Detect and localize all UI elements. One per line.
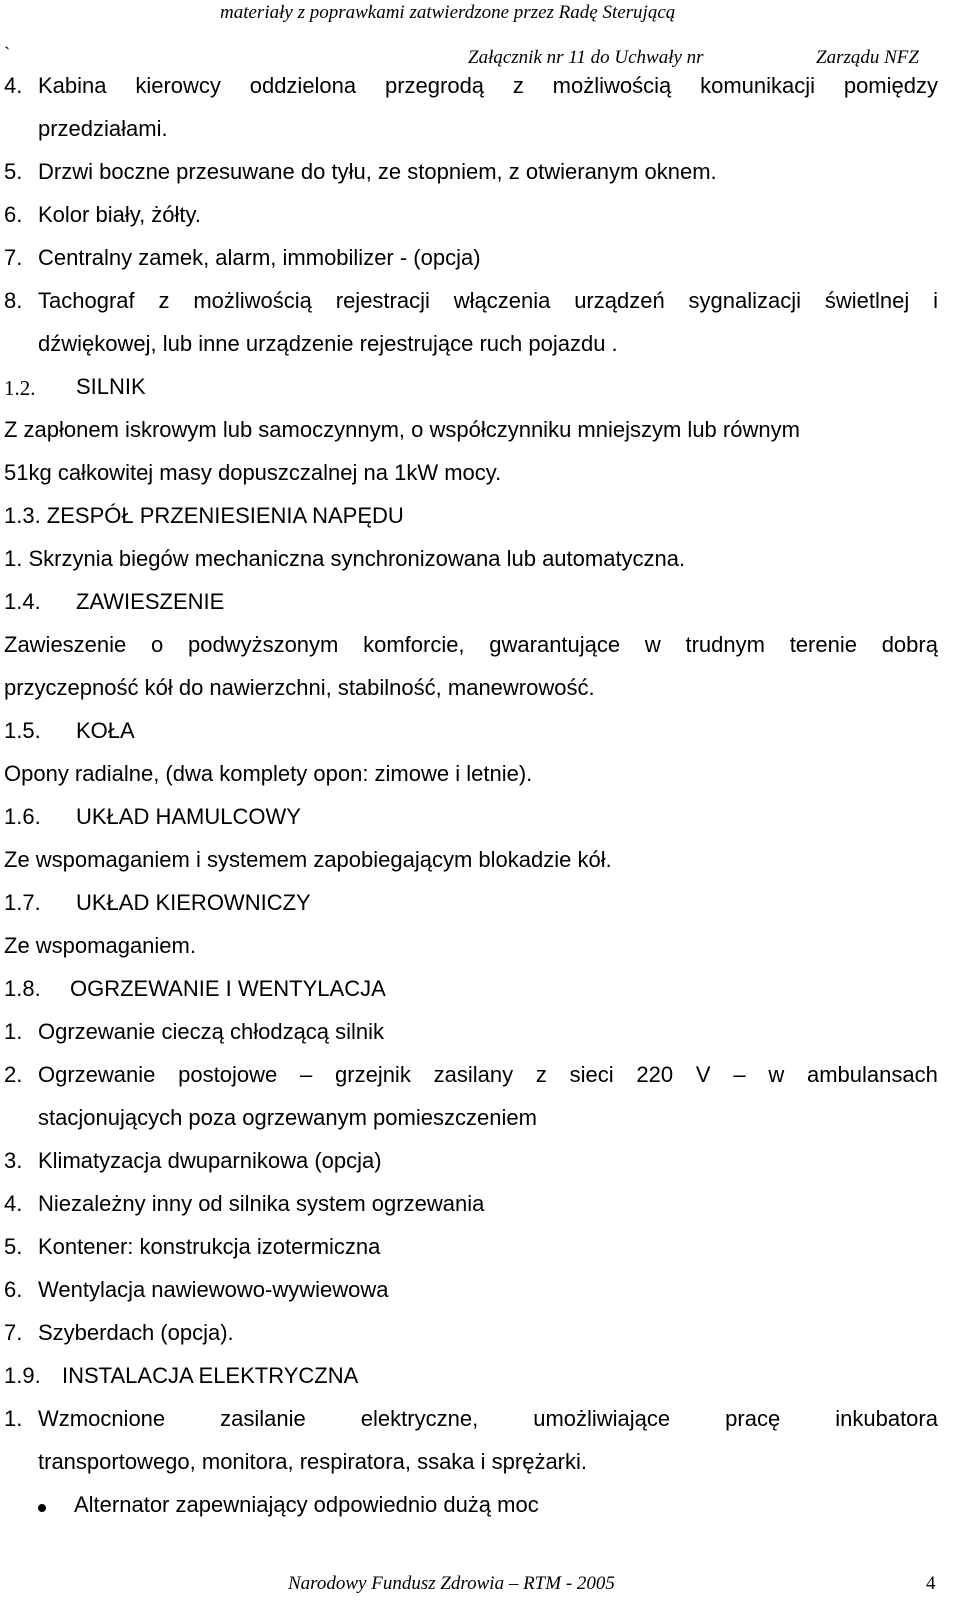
paragraph-line: Ze wspomaganiem.: [4, 933, 196, 958]
word: pracę: [725, 1406, 781, 1431]
word: 220: [636, 1062, 674, 1087]
word: sieci: [569, 1062, 614, 1087]
section-number: 1.9.: [4, 1363, 41, 1388]
word: –: [733, 1062, 746, 1087]
word: terenie: [789, 632, 857, 657]
list-number: 4.: [4, 73, 23, 98]
list-item-text: Kolor biały, żółty.: [38, 202, 202, 227]
section-number: 1.5.: [4, 718, 41, 743]
word: oddzielona: [249, 73, 357, 98]
footer-organization: Narodowy Fundusz Zdrowia – RTM - 2005: [288, 1573, 615, 1594]
word: Wzmocnione: [38, 1406, 166, 1431]
header-attachment: Załącznik nr 11 do Uchwały nr: [468, 47, 704, 68]
section-title: SILNIK: [76, 374, 146, 399]
list-number: 7.: [4, 245, 23, 270]
word: o: [151, 632, 164, 657]
list-item-text: Niezależny inny od silnika system ogrzewania: [38, 1191, 485, 1216]
word: komunikacji: [700, 73, 816, 98]
list-item-continuation: przedziałami.: [38, 116, 168, 141]
list-item-justified: [38, 1062, 938, 1088]
section-title: UKŁAD KIEROWNICZY: [76, 890, 311, 915]
word: Tachograf: [38, 288, 135, 313]
header-board: Zarządu NFZ: [816, 47, 919, 68]
section-title: OGRZEWANIE I WENTYLACJA: [70, 976, 386, 1001]
header-backtick: `: [4, 44, 11, 65]
list-item-text: Wentylacja nawiewowo-wywiewowa: [38, 1277, 389, 1302]
paragraph-line: Opony radialne, (dwa komplety opon: zimowe i letnie).: [4, 761, 533, 786]
list-item-justified: [38, 73, 938, 99]
list-number: 6.: [4, 1277, 23, 1302]
list-number: 6.: [4, 202, 23, 227]
list-number: 1.: [4, 1019, 23, 1044]
word: Ogrzewanie: [38, 1062, 156, 1087]
word: zasilany: [433, 1062, 514, 1087]
paragraph-justified: [4, 632, 938, 658]
word: sygnalizacji: [688, 288, 802, 313]
list-item-text: Centralny zamek, alarm, immobilizer - (opcja): [38, 245, 481, 270]
header-top-line: materiały z poprawkami zatwierdzone przez Radę Sterującą: [220, 2, 676, 23]
word: grzejnik: [335, 1062, 411, 1087]
word: w: [768, 1062, 785, 1087]
list-item-continuation: transportowego, monitora, respiratora, ssaka i sprężarki.: [38, 1449, 588, 1474]
list-item-text: 1. Skrzynia biegów mechaniczna synchronizowana lub automatyczna.: [4, 546, 686, 571]
page-number: 4: [926, 1573, 936, 1594]
word: z: [535, 1062, 547, 1087]
paragraph-line: przyczepność kół do nawierzchni, stabilność, manewrowość.: [4, 675, 595, 700]
list-number: 3.: [4, 1148, 23, 1173]
list-item-text: Ogrzewanie cieczą chłodzącą silnik: [38, 1019, 385, 1044]
section-title: ZAWIESZENIE: [76, 589, 225, 614]
bullet-icon: [38, 1504, 46, 1512]
section-number: 1.8.: [4, 976, 41, 1001]
word: możliwością: [552, 73, 672, 98]
section-title: UKŁAD HAMULCOWY: [76, 804, 301, 829]
word: kierowcy: [135, 73, 221, 98]
word: gwarantujące: [489, 632, 621, 657]
section-number: 1.4.: [4, 589, 41, 614]
section-title: 1.3. ZESPÓŁ PRZENIESIENIA NAPĘDU: [4, 503, 404, 528]
list-number: 7.: [4, 1320, 23, 1345]
section-title: KOŁA: [76, 718, 135, 743]
list-item-text: Kontener: konstrukcja izotermiczna: [38, 1234, 381, 1259]
word: możliwością: [193, 288, 312, 313]
list-number: 1.: [4, 1406, 23, 1431]
word: elektryczne,: [360, 1406, 479, 1431]
paragraph-line: Z zapłonem iskrowym lub samoczynnym, o współczynniku mniejszym lub równym: [4, 417, 800, 442]
word: komforcie,: [363, 632, 465, 657]
word: z: [158, 288, 170, 313]
bullet-item-text: Alternator zapewniający odpowiednio dużą moc: [74, 1492, 539, 1517]
word: inkubatora: [835, 1406, 938, 1431]
list-number: 8.: [4, 288, 23, 313]
word: rejestracji: [335, 288, 430, 313]
word: Kabina: [38, 73, 107, 98]
word: ambulansach: [807, 1062, 938, 1087]
paragraph-line: Ze wspomaganiem i systemem zapobiegającym blokadzie kół.: [4, 847, 612, 872]
list-number: 4.: [4, 1191, 23, 1216]
section-number: 1.2.: [4, 376, 36, 400]
list-item-continuation: stacjonujących poza ogrzewanym pomieszczeniem: [38, 1105, 537, 1130]
word: pomiędzy: [843, 73, 938, 98]
list-item-continuation: dźwiękowej, lub inne urządzenie rejestrujące ruch pojazdu .: [38, 331, 618, 356]
list-number: 2.: [4, 1062, 23, 1087]
word: świetlnej: [824, 288, 910, 313]
word: postojowe: [178, 1062, 278, 1087]
word: i: [933, 288, 938, 313]
word: Zawieszenie: [4, 632, 127, 657]
word: podwyższonym: [187, 632, 339, 657]
list-item-text: Drzwi boczne przesuwane do tyłu, ze stopniem, z otwieranym oknem.: [38, 159, 717, 184]
word: –: [300, 1062, 313, 1087]
section-title: INSTALACJA ELEKTRYCZNA: [62, 1363, 359, 1388]
word: V: [695, 1062, 711, 1087]
section-number: 1.7.: [4, 890, 41, 915]
list-item-justified: [38, 288, 938, 314]
word: z: [512, 73, 524, 98]
list-item-justified: [38, 1406, 938, 1432]
section-number: 1.6.: [4, 804, 41, 829]
list-number: 5.: [4, 159, 23, 184]
word: przegrodą: [384, 73, 485, 98]
word: umożliwiające: [533, 1406, 671, 1431]
list-item-text: Klimatyzacja dwuparnikowa (opcja): [38, 1148, 382, 1173]
word: trudnym: [685, 632, 765, 657]
word: dobrą: [881, 632, 938, 657]
paragraph-line: 51kg całkowitej masy dopuszczalnej na 1kW mocy.: [4, 460, 502, 485]
word: włączenia: [453, 288, 551, 313]
word: zasilanie: [220, 1406, 306, 1431]
word: urządzeń: [574, 288, 665, 313]
list-item-text: Szyberdach (opcja).: [38, 1320, 234, 1345]
word: w: [644, 632, 661, 657]
list-number: 5.: [4, 1234, 23, 1259]
